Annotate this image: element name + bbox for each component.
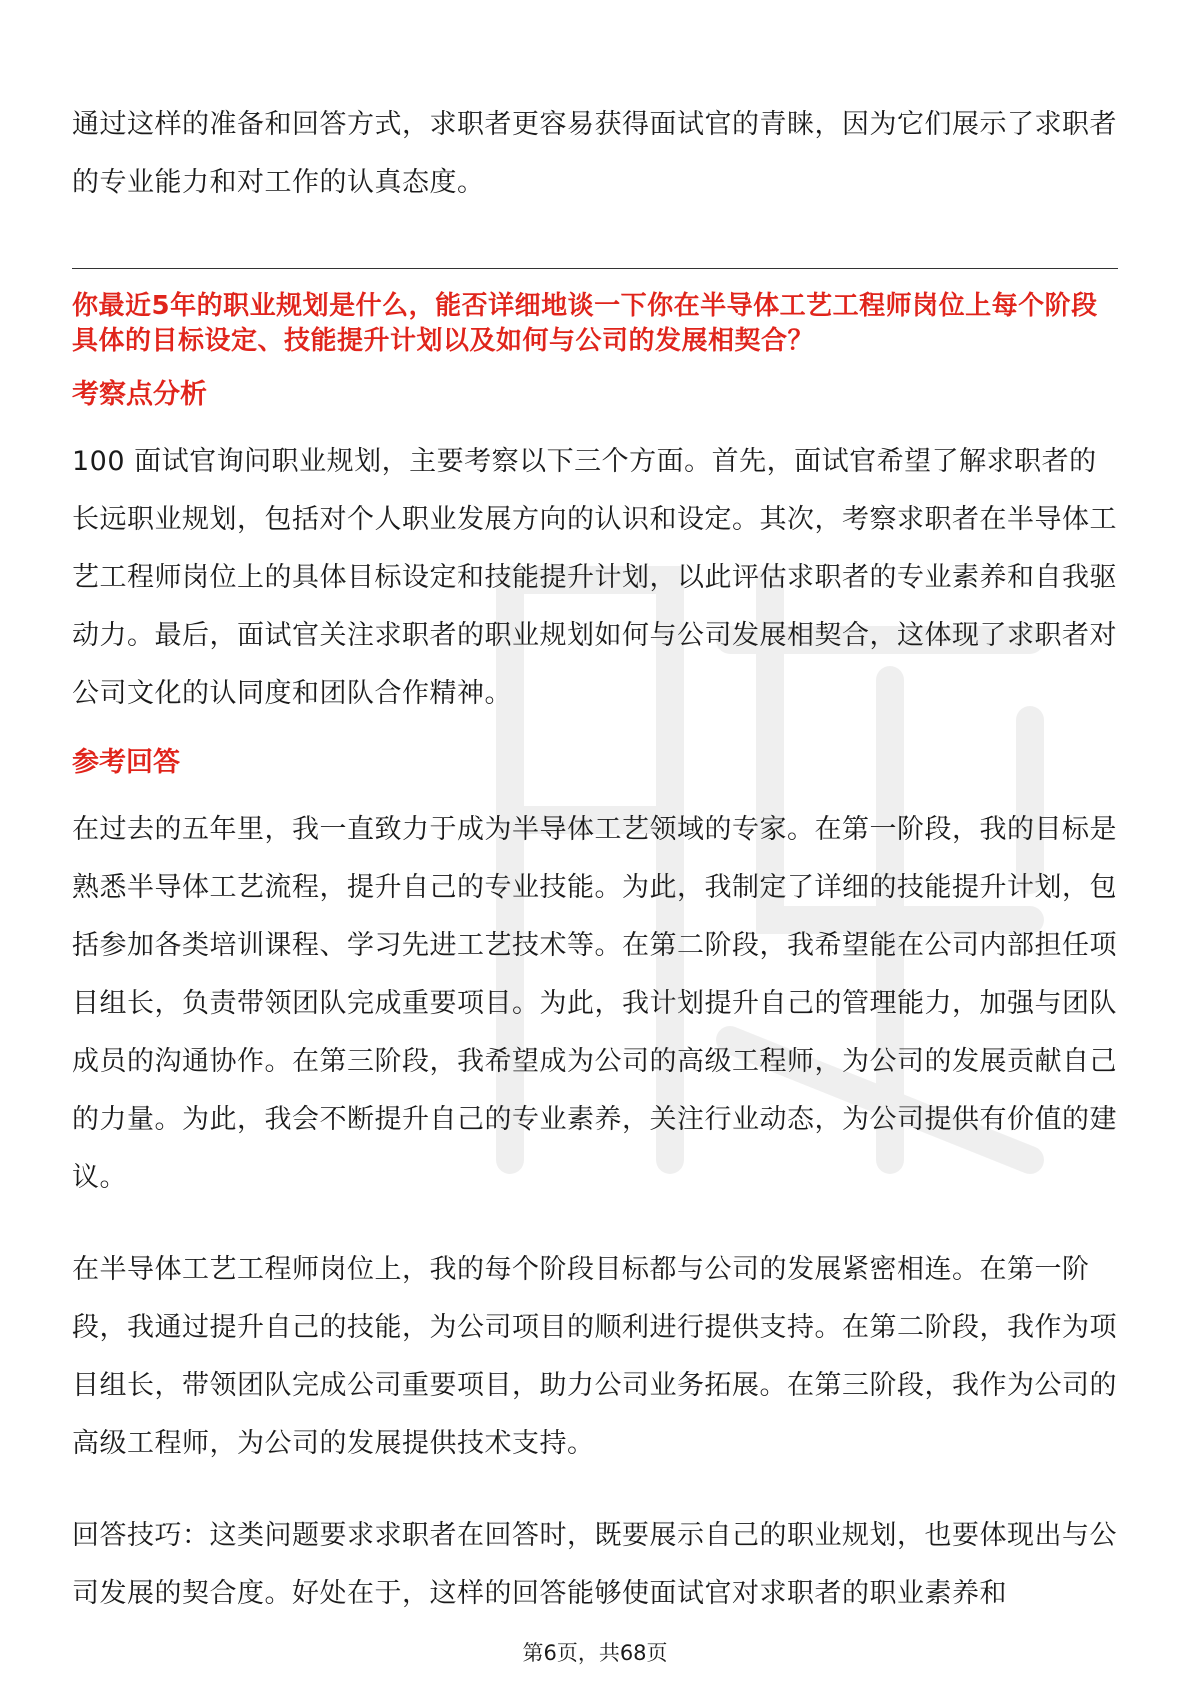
paragraph-spacer (72, 1473, 1118, 1507)
page-number: 第6页，共68页 (522, 1641, 668, 1665)
analysis-paragraph: 100 面试官询问职业规划，主要考察以下三个方面。首先，面试官希望了解求职者的长远职业规划，包括对个人职业发展方向的认识和设定。其次，考察求职者在半导体工艺工程师岗位上的具体目标设定和技能提升计划，以此评估求职者的专业素养和自我驱动力。最后，面试官关注求职者的职业规划如何与公司发展相契合，这体现了求职者对公司文化的认同度和团队合作精神。 (72, 446, 1117, 709)
section-divider (72, 268, 1118, 269)
answer-tips-paragraph: 回答技巧：这类问题要求求职者在回答时，既要展示自己的职业规划，也要体现出与公司发展的契合度。好处在于，这样的回答能够使面试官对求职者的职业素养和 (72, 1520, 1117, 1609)
analysis-heading: 考察点分析 (72, 379, 207, 410)
answer-paragraph: 在半导体工艺工程师岗位上，我的每个阶段目标都与公司的发展紧密相连。在第一阶段，我通过提升自己的技能，为公司项目的顺利进行提供支持。在第二阶段，我作为项目组长，带领团队完成公司重要项目，助力公司业务拓展。在第三阶段，我作为公司的高级工程师，为公司的发展提供技术支持。 (72, 1254, 1117, 1459)
paragraph-spacer (72, 1207, 1118, 1241)
answer-paragraph: 在过去的五年里，我一直致力于成为半导体工艺领域的专家。在第一阶段，我的目标是熟悉半导体工艺流程，提升自己的专业技能。为此，我制定了详细的技能提升计划，包括参加各类培训课程、学习先进工艺技术等。在第二阶段，我希望能在公司内部担任项目组长，负责带领团队完成重要项目。为此，我计划提升自己的管理能力，加强与团队成员的沟通协作。在第三阶段，我希望成为公司的高级工程师，为公司的发展贡献自己的力量。为此，我会不断提升自己的专业素养，关注行业动态，为公司提供有价值的建议。 (72, 814, 1117, 1193)
main-content (72, 96, 1118, 1623)
interview-question: 你最近5年的职业规划是什么，能否详细地谈一下你在半导体工艺工程师岗位上每个阶段具体的目标设定、技能提升计划以及如何与公司的发展相契合？ (72, 291, 1098, 356)
reference-answer-heading: 参考回答 (72, 747, 180, 778)
intro-paragraph: 通过这样的准备和回答方式，求职者更容易获得面试官的青睐，因为它们展示了求职者的专业能力和对工作的认真态度。 (72, 109, 1117, 198)
